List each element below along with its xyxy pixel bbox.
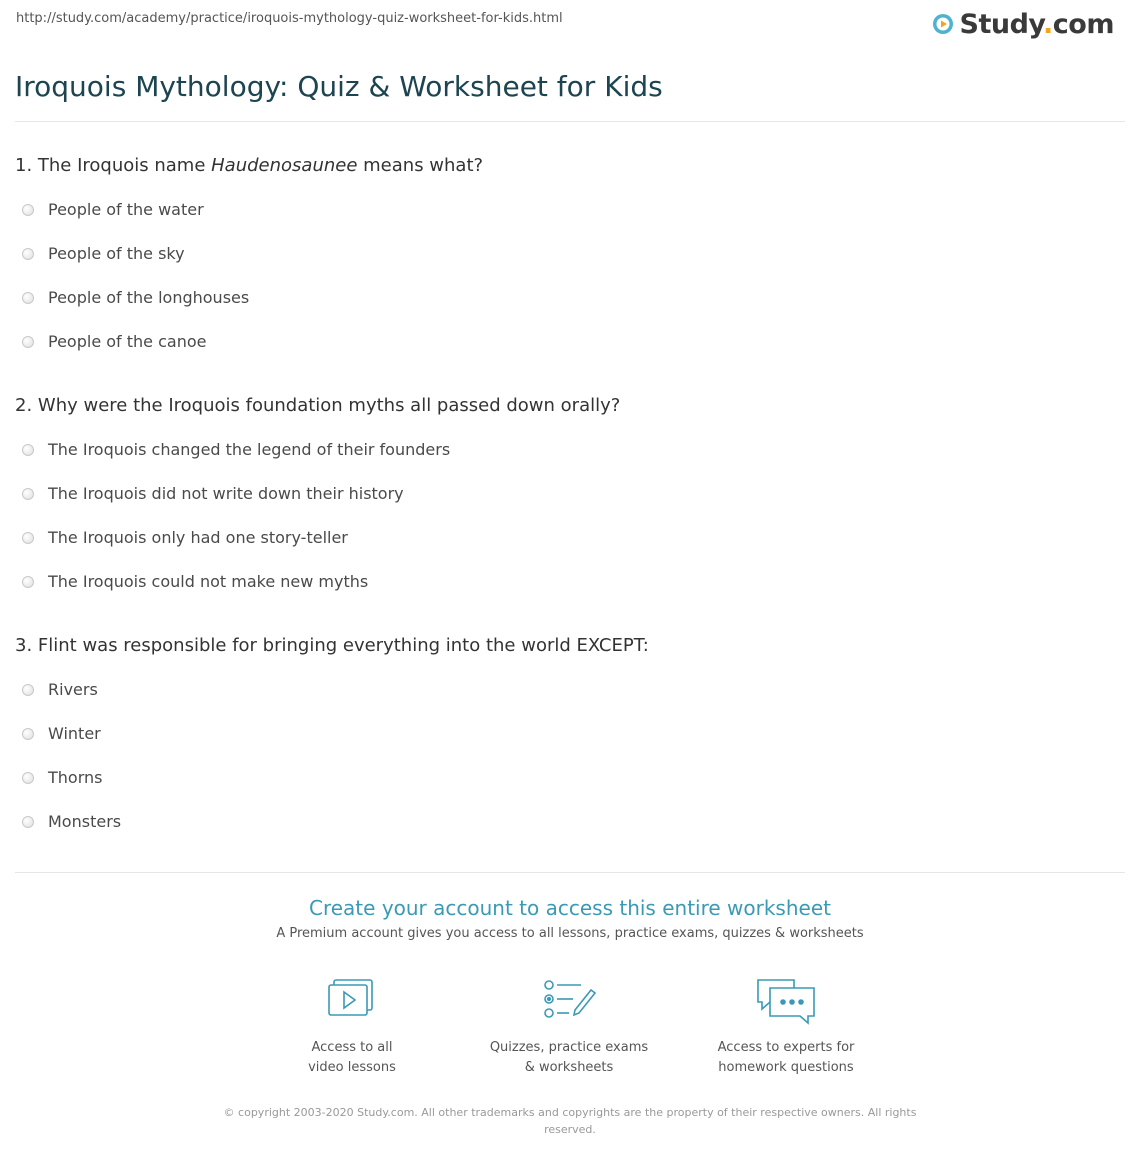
answer-option[interactable]: People of the canoe: [22, 332, 249, 376]
feature-label-line: video lessons: [308, 1060, 396, 1075]
create-account-link[interactable]: Create your account to access this entire worksheet: [309, 896, 831, 920]
radio-button[interactable]: [22, 728, 34, 740]
question-3: 3. Flint was responsible for bringing everything into the world EXCEPT:: [15, 635, 649, 656]
page-url: http://study.com/academy/practice/iroquois-mythology-quiz-worksheet-for-kids.html: [16, 11, 563, 26]
radio-button[interactable]: [22, 488, 34, 500]
question-2: 2. Why were the Iroquois foundation myths all passed down orally?: [15, 395, 621, 416]
answer-option[interactable]: The Iroquois did not write down their history: [22, 484, 450, 528]
radio-button[interactable]: [22, 204, 34, 216]
answer-option[interactable]: People of the water: [22, 200, 249, 244]
radio-button[interactable]: [22, 532, 34, 544]
study-logo[interactable]: [932, 6, 1115, 42]
radio-button[interactable]: [22, 772, 34, 784]
page-title: Iroquois Mythology: Quiz & Worksheet for Kids: [15, 70, 663, 103]
answer-list-3: [22, 680, 121, 856]
answer-option[interactable]: People of the longhouses: [22, 288, 249, 332]
chat-bubbles-icon: [754, 976, 818, 1028]
feature-experts: [686, 976, 886, 1078]
radio-button[interactable]: [22, 816, 34, 828]
radio-button[interactable]: [22, 248, 34, 260]
feature-label-line: & worksheets: [524, 1060, 614, 1075]
feature-label-line: Access to experts for: [717, 1040, 855, 1055]
top-bar: [0, 0, 1140, 44]
feature-label-line: homework questions: [718, 1060, 854, 1075]
cta-divider: [15, 872, 1125, 873]
answer-list-1: [22, 200, 249, 376]
answer-option[interactable]: People of the sky: [22, 244, 249, 288]
answer-option[interactable]: Rivers: [22, 680, 121, 724]
video-lessons-icon: [324, 976, 380, 1024]
feature-label-line: Quizzes, practice exams: [489, 1040, 649, 1055]
answer-option[interactable]: Thorns: [22, 768, 121, 812]
title-divider: [15, 121, 1125, 122]
quiz-checklist-icon: [541, 976, 597, 1024]
cta-subtitle: A Premium account gives you access to all lessons, practice exams, quizzes & worksheets: [276, 926, 864, 941]
radio-button[interactable]: [22, 684, 34, 696]
answer-option[interactable]: The Iroquois could not make new myths: [22, 572, 450, 616]
answer-option[interactable]: The Iroquois changed the legend of their founders: [22, 440, 450, 484]
radio-button[interactable]: [22, 292, 34, 304]
answer-option[interactable]: The Iroquois only had one story-teller: [22, 528, 450, 572]
copyright-notice: © copyright 2003-2020 Study.com. All other trademarks and copyrights are the property of their respective owners. All rights reserved.: [223, 1106, 917, 1136]
question-1: 1. The Iroquois name Haudenosaunee means what?: [15, 155, 484, 176]
radio-button[interactable]: [22, 336, 34, 348]
answer-list-2: [22, 440, 450, 616]
answer-option[interactable]: Winter: [22, 724, 121, 768]
answer-option[interactable]: Monsters: [22, 812, 121, 856]
radio-button[interactable]: [22, 444, 34, 456]
radio-button[interactable]: [22, 576, 34, 588]
play-logo-icon: [932, 13, 954, 35]
feature-label-line: Access to all: [311, 1040, 393, 1055]
logo-text: Study.com: [959, 8, 1114, 40]
feature-video-lessons: [252, 976, 452, 1078]
feature-quizzes: [469, 976, 669, 1078]
